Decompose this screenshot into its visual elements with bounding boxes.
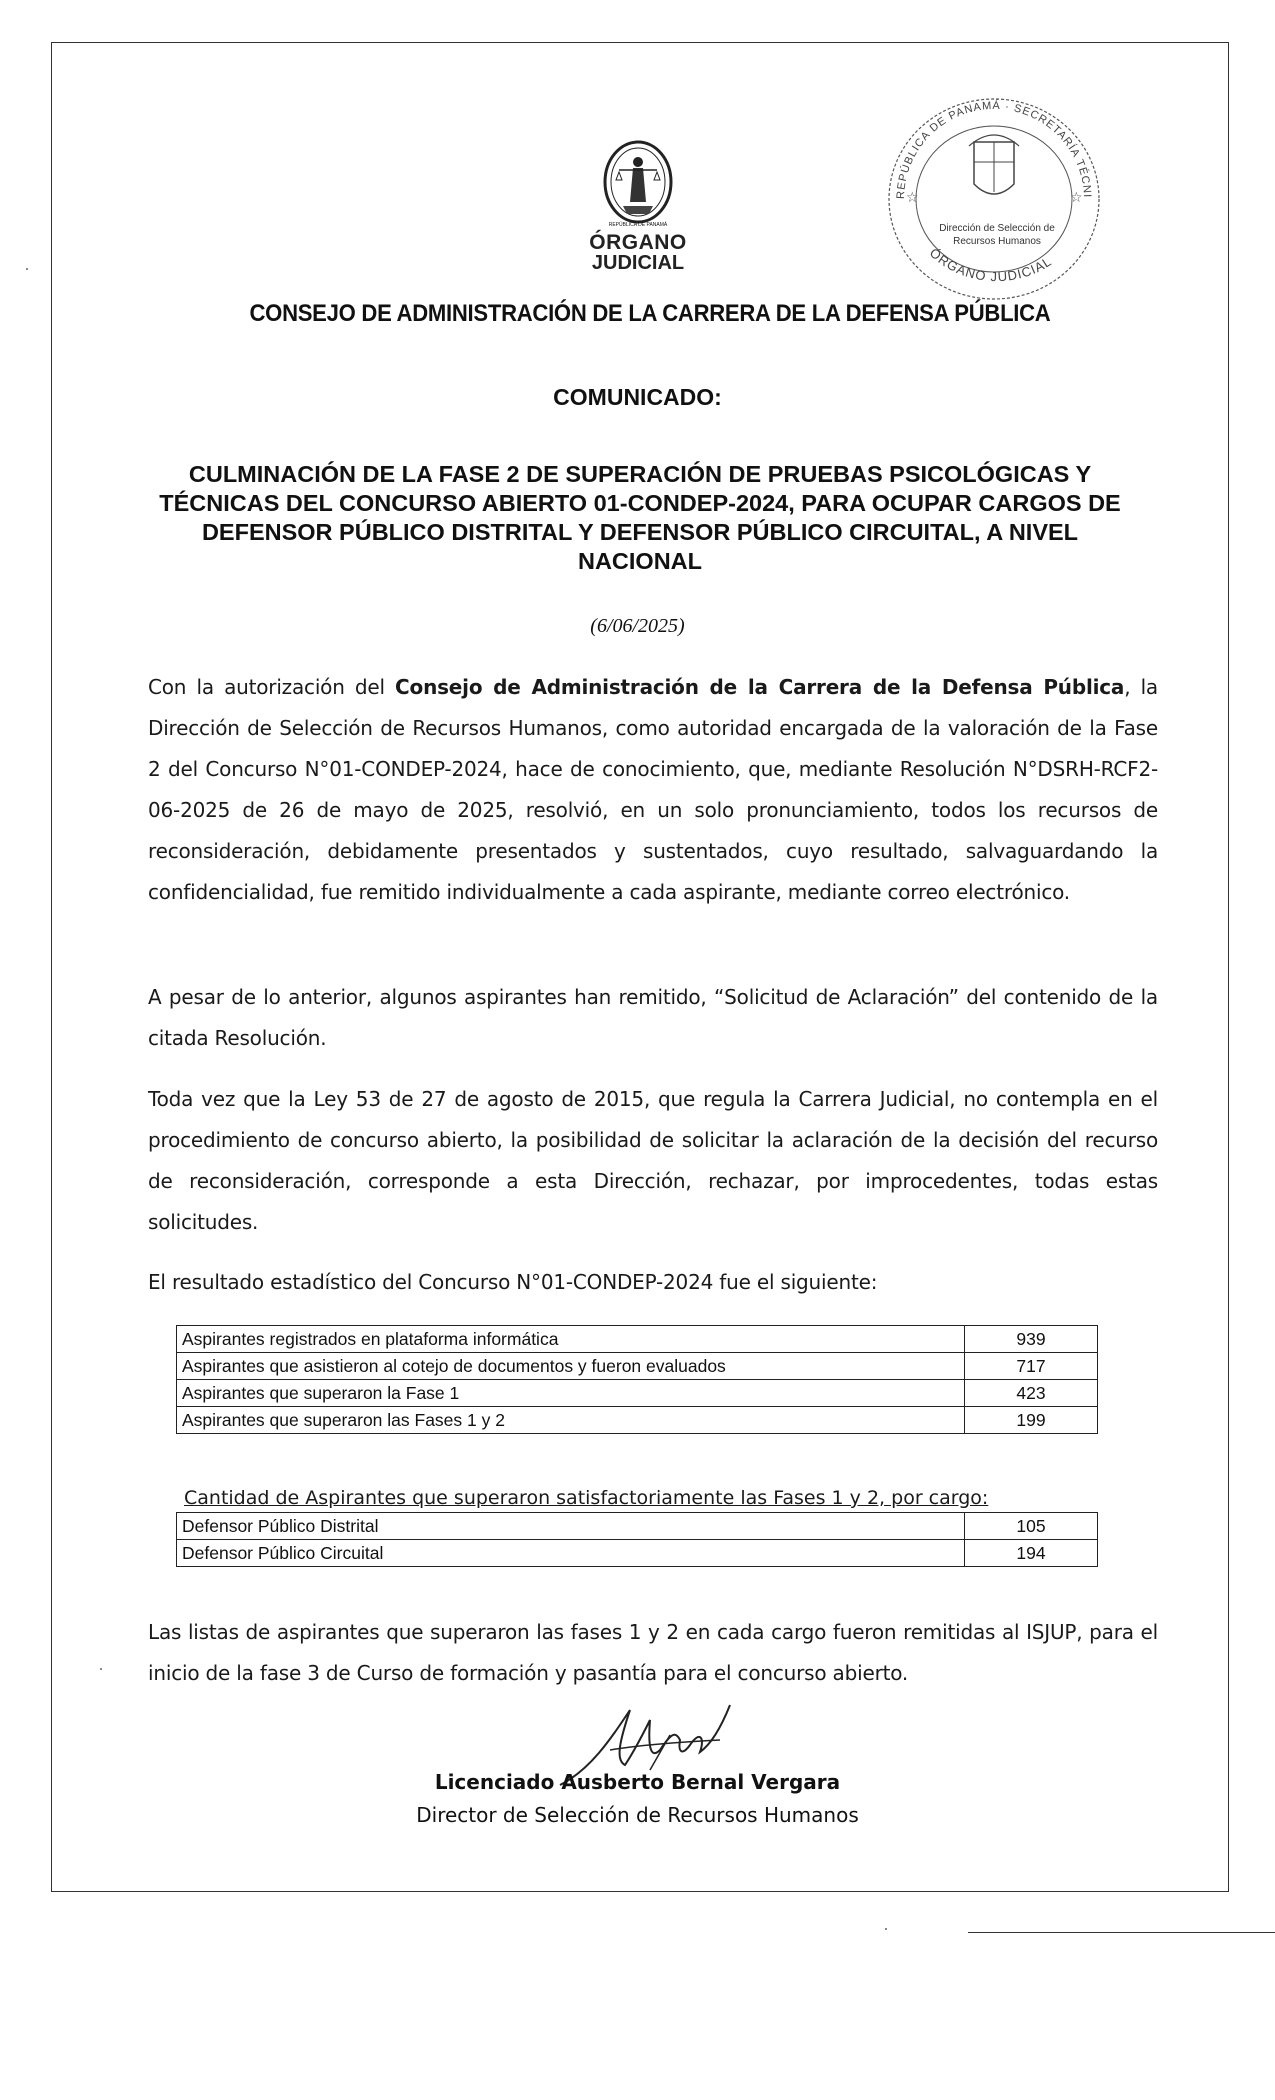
- cargo-table-caption: Cantidad de Aspirantes que superaron satisfactoriamente las Fases 1 y 2, por cargo:: [184, 1487, 989, 1509]
- cargo-table: [176, 1512, 1098, 1567]
- table-row: [177, 1353, 1098, 1380]
- seal-inner-line2: Recursos Humanos: [953, 236, 1041, 247]
- table-row: [177, 1540, 1098, 1567]
- row-label: Defensor Público Circuital: [177, 1540, 965, 1567]
- logo-judicial-text: JUDICIAL: [591, 252, 685, 274]
- statistics-table: [176, 1325, 1098, 1434]
- organo-judicial-logo: [583, 140, 693, 280]
- seal-bottom-text: ÓRGANO JUDICIAL: [926, 245, 1055, 285]
- council-header: CONSEJO DE ADMINISTRACIÓN DE LA CARRERA DE LA DEFENSA PÚBLICA: [249, 300, 1051, 327]
- council-name-bold: Consejo de Administración de la Carrera de la Defensa Pública: [395, 675, 1125, 699]
- table-row: [177, 1326, 1098, 1353]
- official-seal-stamp: [874, 84, 1114, 304]
- row-label: Aspirantes registrados en plataforma informática: [177, 1326, 965, 1353]
- paragraph-isjup: Las listas de aspirantes que superaron las fases 1 y 2 en cada cargo fueron remitidas al ISJUP, para el inicio de la fase 3 de Curso de formación y pasantía para el concurso abierto.: [148, 1620, 1158, 1685]
- table-row: [177, 1513, 1098, 1540]
- seal-ring-text: REPÚBLICA DE PANAMÁ · SECRETARÍA TÉCNI: [894, 99, 1094, 200]
- paragraph-rest: , la Dirección de Selección de Recursos Humanos, como autoridad encargada de la valoración de la Fase 2 del Concurso N°01-CONDEP-2024, hace de conocimiento, que, mediante Resolución N°DSRH-RCF2-06-2025 de 26 de mayo de 2025, resolvió, en un solo pronunciamiento, todos los recursos de reconsideración, debidamente presentados y sustentados, cuyo resultado, salvaguardando la confidencialidad, fue remitido individualmente a cada aspirante, mediante correo electrónico.: [148, 675, 1158, 904]
- paragraph-law: Toda vez que la Ley 53 de 27 de agosto de 2015, que regula la Carrera Judicial, no contempla en el procedimiento de concurso abierto, la posibilidad de solicitar la aclaración de la decisión del recurso de reconsideración, corresponde a esta Dirección, rechazar, por improcedentes, todas estas solicitudes.: [148, 1087, 1158, 1234]
- logo-country-text: REPÚBLICA DE PANAMÁ: [608, 222, 668, 228]
- svg-text:☆: ☆: [906, 190, 919, 206]
- scan-speck: [885, 1928, 887, 1930]
- table-row: [177, 1380, 1098, 1407]
- document-title: CULMINACIÓN DE LA FASE 2 DE SUPERACIÓN DE PRUEBAS PSICOLÓGICAS Y TÉCNICAS DEL CONCURSO ABIERTO 01-CONDEP-2024, PARA OCUPAR CARGOS DE DEFENSOR PÚBLICO DISTRITAL Y DEFENSOR PÚBLICO CIRCUITAL, A NIVEL NACIONAL: [159, 461, 1121, 574]
- paragraph-stats-intro: El resultado estadístico del Concurso N°01-CONDEP-2024 fue el siguiente:: [148, 1270, 878, 1294]
- row-value: 717: [965, 1353, 1098, 1380]
- row-label: Defensor Público Distrital: [177, 1513, 965, 1540]
- row-label: Aspirantes que asistieron al cotejo de documentos y fueron evaluados: [177, 1353, 965, 1380]
- document-date: (6/06/2025): [590, 615, 685, 637]
- logo-organo-text: ÓRGANO: [589, 231, 687, 254]
- signer-name: Licenciado Ausberto Bernal Vergara: [434, 1770, 841, 1794]
- row-label: Aspirantes que superaron la Fase 1: [177, 1380, 965, 1407]
- footer-rule: [968, 1932, 1275, 1933]
- justice-emblem-icon: [583, 140, 693, 230]
- seal-inner-text: [932, 222, 1062, 248]
- table-row: [177, 1407, 1098, 1434]
- row-value: 105: [965, 1513, 1098, 1540]
- scan-speck: [100, 1668, 102, 1670]
- seal-inner-line1: Dirección de Selección de: [939, 223, 1055, 234]
- row-value: 199: [965, 1407, 1098, 1434]
- signer-role: Director de Selección de Recursos Humanos: [416, 1803, 859, 1827]
- stamp-icon: [874, 84, 1114, 304]
- svg-text:ÓRGANO JUDICIAL: [927, 245, 1055, 284]
- row-value: 194: [965, 1540, 1098, 1567]
- comunicado-heading: COMUNICADO:: [553, 384, 722, 410]
- paragraph-intro: Con la autorización del: [148, 675, 396, 699]
- row-value: 423: [965, 1380, 1098, 1407]
- paragraph-clarification: A pesar de lo anterior, algunos aspirantes han remitido, “Solicitud de Aclaración” del contenido de la citada Resolución.: [148, 985, 1158, 1050]
- row-value: 939: [965, 1326, 1098, 1353]
- paragraph-authorization: [148, 667, 1158, 913]
- scan-speck: [26, 268, 28, 270]
- row-label: Aspirantes que superaron las Fases 1 y 2: [177, 1407, 965, 1434]
- svg-text:☆: ☆: [1070, 190, 1083, 206]
